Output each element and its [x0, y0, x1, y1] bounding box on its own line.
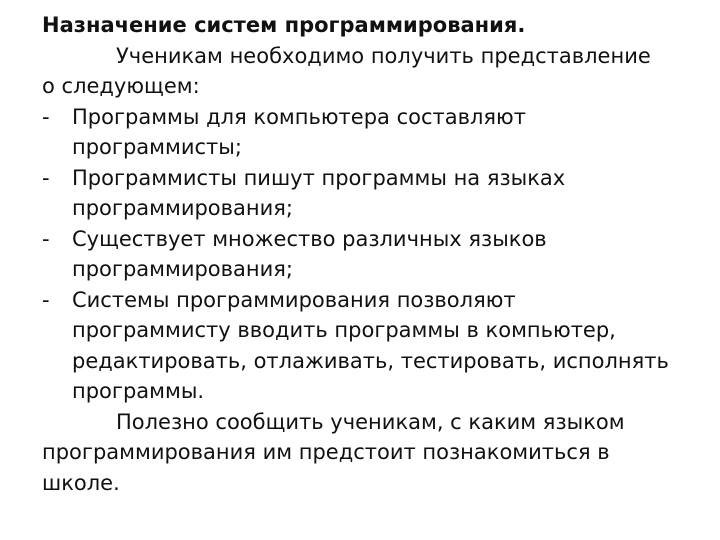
- bullet-text-continued: редактировать, отлаживать, тестировать, исполнять: [72, 348, 669, 373]
- bullet-text: Системы программирования позволяют: [72, 287, 516, 312]
- bullet-text-continued: программирования;: [72, 196, 293, 220]
- bullet-list: [42, 102, 692, 407]
- closing-line-3: школе.: [42, 470, 120, 495]
- bullet-item: [42, 163, 692, 224]
- bullet-text-continued: программы.: [72, 379, 205, 403]
- bullet-dash: -: [42, 287, 50, 312]
- bullet-text: Программы для компьютера составляют: [72, 104, 526, 129]
- bullet-item: [42, 102, 692, 163]
- bullet-text-continued: программисту вводить программы в компьютер,: [72, 318, 616, 342]
- intro-line-1: Ученикам необходимо получить представление: [116, 43, 651, 68]
- bullet-text-continued: программисты;: [72, 135, 242, 159]
- closing-line-1: Полезно сообщить ученикам, с каким языком: [116, 409, 625, 434]
- slide-title: Назначение систем программирования.: [42, 13, 526, 37]
- closing-line-2: программирования им предстоит познакомиться в: [42, 440, 610, 464]
- bullet-item: [42, 224, 692, 285]
- bullet-text-continued: программирования;: [72, 257, 293, 281]
- bullet-text: Программисты пишут программы на языках: [72, 165, 566, 190]
- bullet-dash: -: [42, 104, 50, 129]
- bullet-dash: -: [42, 226, 50, 251]
- bullet-item: [42, 285, 692, 407]
- slide-content: [42, 10, 692, 498]
- intro-line-2: о следующем:: [42, 74, 200, 98]
- bullet-text: Существует множество различных языков: [72, 226, 547, 251]
- bullet-dash: -: [42, 165, 50, 190]
